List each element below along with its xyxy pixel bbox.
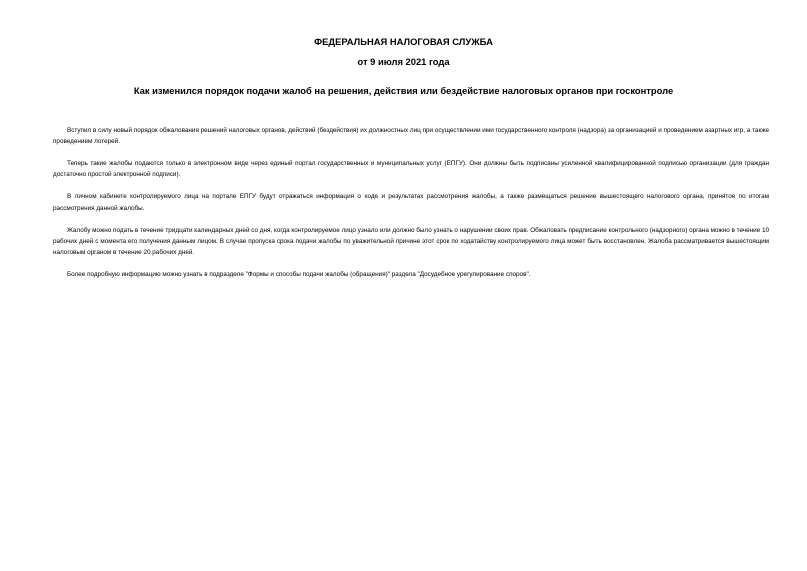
document-body <box>53 125 769 280</box>
agency-name: ФЕДЕРАЛЬНАЯ НАЛОГОВАЯ СЛУЖБА <box>314 36 493 47</box>
paragraph-electronic-submission: Теперь такие жалобы подаются только в электронном виде через единый портал государственных и муниципальных услуг (ЕПГУ). Они должны быть подписаны усиленной квалифицированной подписью организации (для граждан достаточно простой электронной подписи). <box>53 160 769 179</box>
document-date: от 9 июля 2021 года <box>357 56 450 67</box>
paragraph-personal-account: В личном кабинете контролируемого лица на портале ЕПГУ будут отражаться информация о ходе и результатах рассмотрения жалобы, а также размещаться решение вышестоящего налогового органа, принятое по итогам рассмотрения данной жалобы. <box>53 193 769 212</box>
document-title: Как изменился порядок подачи жалоб на решения, действия или бездействие налоговых органов при госконтроле <box>133 85 674 96</box>
paragraph-more-info: Более подробную информацию можно узнать в подразделе "Формы и способы подачи жалобы (обращения)" раздела "Досудебное урегулирование споров". <box>67 271 531 279</box>
paragraph-deadlines: Жалобу можно подать в течение тридцати календарных дней со дня, когда контролируемое лицо узнало или должно было узнать о нарушении своих прав. Обжаловать предписание контрольного (надзорного) органа можно в течение 10 рабочих дней с момента его получения данным лицом. В случае пропуска срока подачи жалобы по уважительной причине этот срок по ходатайству контролируемого лица может быть восстановлен. Жалоба рассматривается вышестоящим налоговым органом в течение 20 рабочих дней. <box>53 226 769 257</box>
paragraph-new-appeal-procedure: Вступил в силу новый порядок обжалования решений налоговых органов, действий (бездействия) их должностных лиц при осуществлении ими государственного контроля (надзора) за организацией и проведением азартных игр, а также проведением лотерей. <box>53 127 769 146</box>
